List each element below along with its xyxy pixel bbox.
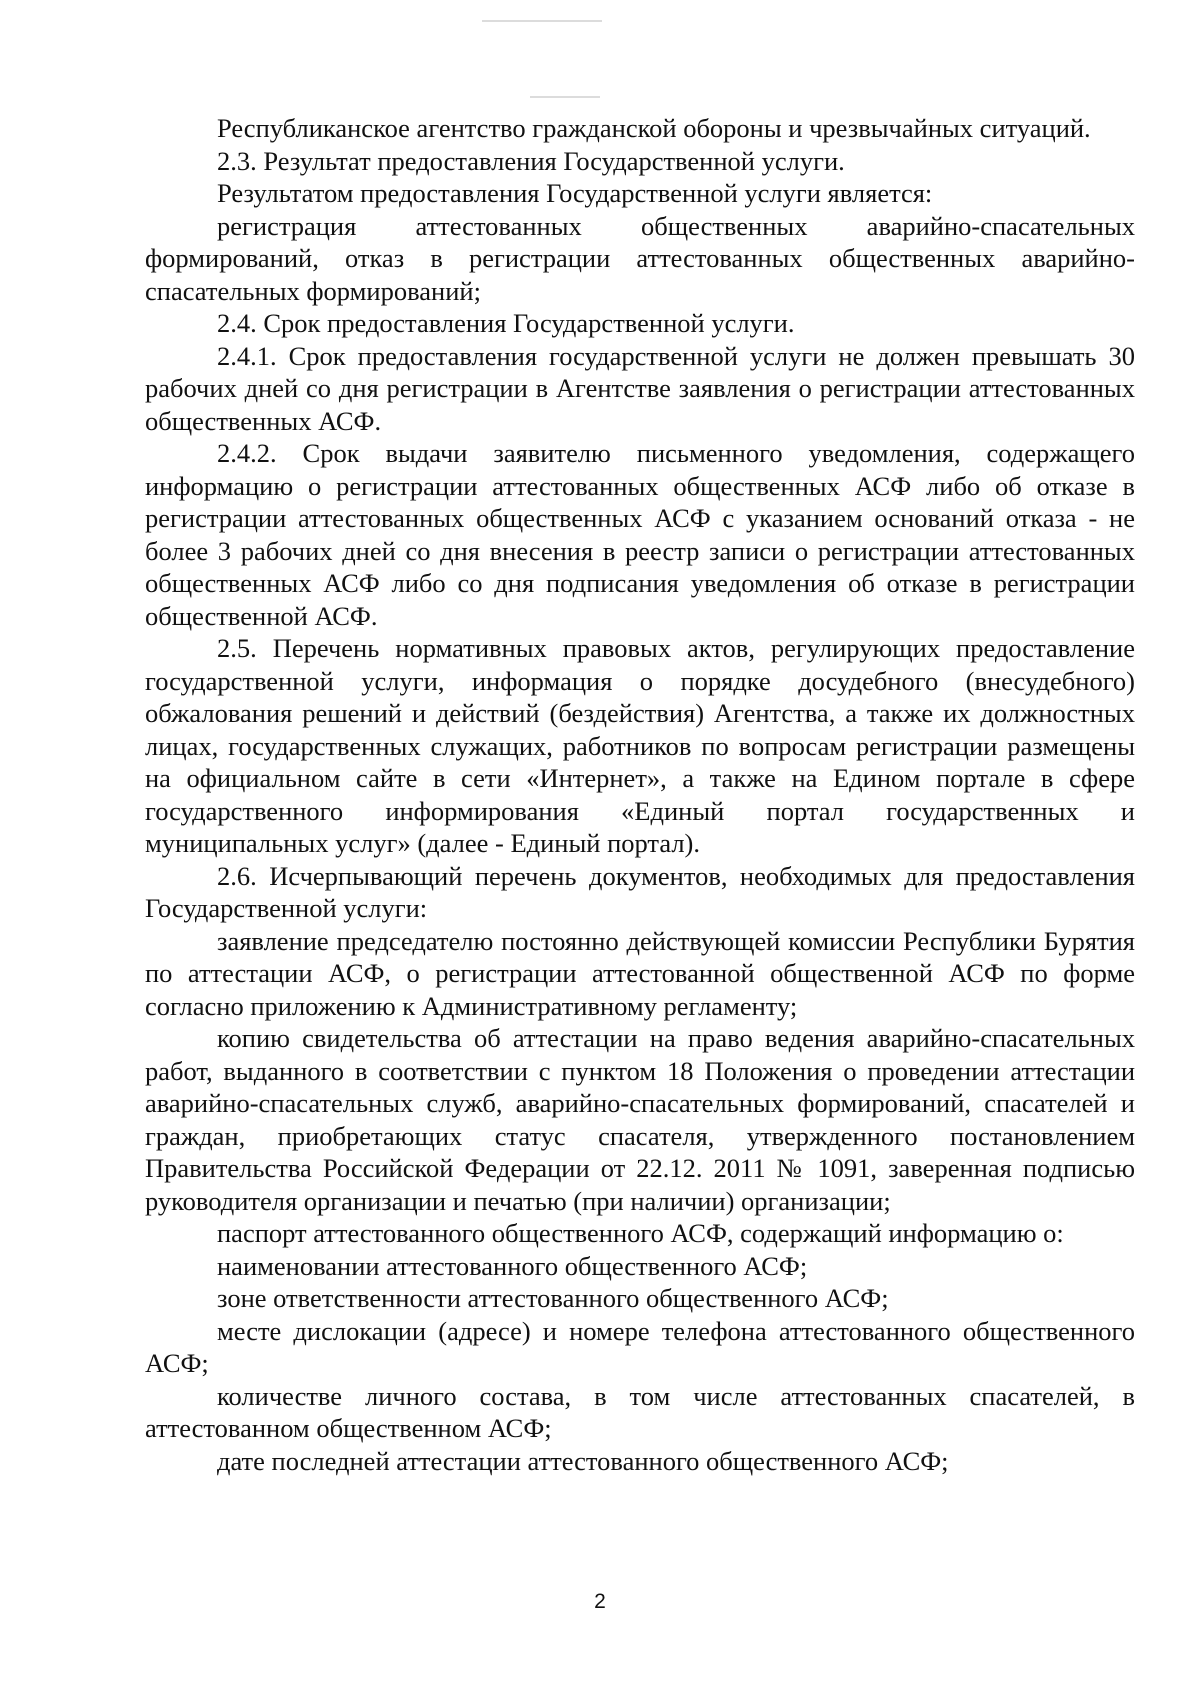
paragraph: 2.4.1. Срок предоставления государственной услуги не должен превышать 30 рабочих дней со дня регистрации в Агентстве заявления о регистрации аттестованных общественных АСФ. (145, 340, 1135, 436)
paragraph: зоне ответственности аттестованного общественного АСФ; (217, 1283, 889, 1313)
paragraph: количестве личного состава, в том числе аттестованных спасателей, в аттестованном общественном АСФ; (145, 1380, 1135, 1443)
scan-artifact (482, 20, 602, 22)
paragraph: регистрация аттестованных общественных аварийно-спасательных формирований, отказ в регистрации аттестованных общественных аварийно-спасательных формирований; (145, 210, 1135, 306)
paragraph: копию свидетельства об аттестации на право ведения аварийно-спасательных работ, выданного в соответствии с пунктом 18 Положения о проведении аттестации аварийно-спасательных служб, аварийно-спасательных формирований, спасателей и граждан, приобретающих статус спасателя, утвержденного постановлением Правительства Российской Федерации от 22.12. 2011 № 1091, заверенная подписью руководителя организации и печатью (при наличии) организации; (145, 1023, 1135, 1216)
paragraph: заявление председателю постоянно действующей комиссии Республики Бурятия по аттестации АСФ, о регистрации аттестованной общественной АСФ по форме согласно приложению к Административному регламенту; (145, 925, 1135, 1021)
paragraph: наименовании аттестованного общественного АСФ; (217, 1250, 808, 1281)
document-body (145, 112, 1135, 1477)
paragraph: 2.6. Исчерпывающий перечень документов, необходимых для предоставления Государственной услуги: (145, 860, 1135, 923)
paragraph: Результатом предоставления Государственной услуги является: (217, 178, 933, 208)
page-number: 2 (594, 1590, 606, 1613)
paragraph: 2.3. Результат предоставления Государственной услуги. (217, 145, 845, 176)
paragraph: 2.5. Перечень нормативных правовых актов, регулирующих предоставление государственной услуги, информация о порядке досудебного (внесудебного) обжалования решений и действий (бездействия) Агентства, а также их должностных лицах, государственных служащих, работников по вопросам регистрации размещены на официальном сайте в сети «Интернет», а также на Едином портале в сфере государственного информирования «Единый портал государственных и муниципальных услуг» (далее - Единый портал). (145, 633, 1135, 858)
paragraph: месте дислокации (адресе) и номере телефона аттестованного общественного АСФ; (145, 1315, 1135, 1378)
scan-artifact (530, 96, 600, 98)
paragraph: 2.4. Срок предоставления Государственной услуги. (217, 308, 795, 338)
paragraph: 2.4.2. Срок выдачи заявителю письменного уведомления, содержащего информацию о регистрации аттестованных общественных АСФ либо об отказе в регистрации аттестованных общественных АСФ с указанием оснований отказа - не более 3 рабочих дней со дня внесения в реестр записи о регистрации аттестованных общественных АСФ либо со дня подписания уведомления об отказе в регистрации общественной АСФ. (145, 438, 1135, 631)
paragraph: дате последней аттестации аттестованного общественного АСФ; (217, 1445, 949, 1476)
paragraph: Республиканское агентство гражданской обороны и чрезвычайных ситуаций. (217, 113, 1091, 143)
paragraph: паспорт аттестованного общественного АСФ, содержащий информацию о: (217, 1218, 1064, 1248)
